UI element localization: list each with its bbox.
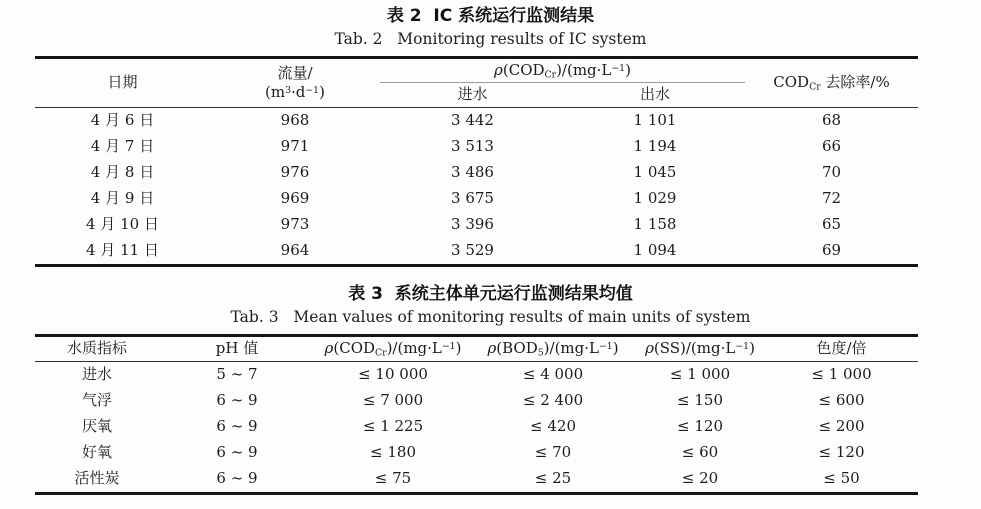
table2-section: [0, 6, 981, 267]
t3-header-chroma: 色度/倍: [816, 339, 867, 358]
t2-cell-flow: 971: [280, 137, 310, 156]
table3-section: [0, 284, 981, 495]
table-row: [35, 108, 918, 135]
t2-cell-effluent: 1 194: [633, 137, 677, 156]
t3-header-ss: $\rho(SS)/(mg\cdot L^{-1})$: [645, 339, 755, 358]
table-row: [35, 466, 918, 494]
table-row: [35, 238, 918, 266]
t3-cell-cod: ≤ 75: [374, 469, 412, 488]
t3-cell-ss: ≤ 120: [677, 417, 723, 436]
t2-cell-flow: 964: [280, 241, 310, 260]
t2-cell-influent: 3 529: [451, 241, 494, 260]
table3-header-row: [35, 336, 918, 362]
t3-cell-ss: ≤ 1 000: [669, 365, 731, 384]
t2-cell-date: 4 月 9 日: [90, 189, 155, 208]
t3-cell-ph: 6 ~ 9: [216, 443, 258, 462]
t3-cell-indicator: 进水: [81, 365, 112, 384]
t2-cell-effluent: 1 101: [633, 111, 677, 130]
table3-body: [35, 362, 918, 494]
table3-title-english: Tab. 3 Mean values of monitoring results of main units of system: [230, 308, 751, 326]
table-row: [35, 186, 918, 212]
table2-monitoring-results: [35, 56, 918, 267]
t2-header-effluent: 出水: [639, 85, 670, 104]
table-row: [35, 440, 918, 466]
t2-cell-flow: 969: [280, 189, 310, 208]
table3-title-chinese: 表 3 系统主体单元运行监测结果均值: [348, 284, 633, 304]
t3-cell-indicator: 好氧: [81, 443, 112, 462]
t2-cell-date: 4 月 7 日: [90, 137, 155, 156]
t2-cell-influent: 3 442: [451, 111, 494, 130]
t2-cell-influent: 3 486: [451, 163, 494, 182]
t2-cell-flow: 976: [280, 163, 310, 182]
t2-header-cod-removal: $COD_{Cr}$ 去除率/%: [773, 73, 890, 93]
t3-header-ph: pH 值: [215, 339, 259, 358]
t2-cell-date: 4 月 11 日: [86, 241, 159, 260]
table2-header: [35, 58, 918, 108]
t2-cell-influent: 3 396: [451, 215, 494, 234]
t3-cell-bod: ≤ 70: [534, 443, 572, 462]
t2-cell-removal: 72: [821, 189, 842, 208]
t2-cell-effluent: 1 158: [633, 215, 677, 234]
t2-cell-date: 4 月 10 日: [86, 215, 159, 234]
table2-body: [35, 108, 918, 266]
table-row: [35, 414, 918, 440]
t2-cell-flow: 968: [280, 111, 310, 130]
t3-cell-cod: ≤ 1 225: [362, 417, 424, 436]
table3-header: [35, 336, 918, 362]
t2-header-date: 日期: [107, 73, 138, 92]
t3-cell-ss: ≤ 60: [681, 443, 719, 462]
table-row: [35, 160, 918, 186]
t3-header-indicator: 水质指标: [66, 339, 127, 358]
t3-cell-ph: 6 ~ 9: [216, 417, 258, 436]
t3-cell-indicator: 气浮: [81, 391, 112, 410]
t2-header-influent: 进水: [457, 85, 488, 104]
t3-cell-cod: ≤ 180: [370, 443, 416, 462]
t2-cell-influent: 3 513: [451, 137, 494, 156]
t3-cell-bod: ≤ 25: [534, 469, 572, 488]
t2-cell-removal: 65: [821, 215, 842, 234]
table-row: [35, 388, 918, 414]
t3-cell-ss: ≤ 150: [677, 391, 723, 410]
t3-cell-bod: ≤ 420: [530, 417, 576, 436]
t3-cell-ss: ≤ 20: [681, 469, 719, 488]
t3-cell-indicator: 厌氧: [81, 417, 112, 436]
t3-cell-chroma: ≤ 1 000: [811, 365, 872, 384]
t2-cell-effluent: 1 094: [633, 241, 677, 260]
t3-cell-bod: ≤ 2 400: [522, 391, 584, 410]
t2-cell-effluent: 1 029: [633, 189, 677, 208]
table-row: [35, 134, 918, 160]
table2-header-row-1: [35, 58, 918, 83]
t2-cell-effluent: 1 045: [633, 163, 677, 182]
table3-mean-values: [35, 334, 918, 495]
t2-cell-flow: 973: [280, 215, 310, 234]
table-row: [35, 212, 918, 238]
table-row: [35, 362, 918, 389]
t2-header-flow-line1: 流量/: [277, 63, 313, 82]
t3-cell-chroma: ≤ 50: [823, 469, 860, 488]
t2-header-flow-line2: $(m^3\cdot d^{-1})$: [265, 83, 325, 101]
t3-cell-chroma: ≤ 600: [818, 391, 865, 410]
t2-cell-removal: 66: [821, 137, 842, 156]
t2-cell-removal: 70: [821, 163, 842, 182]
t2-cell-date: 4 月 8 日: [90, 163, 155, 182]
t2-header-flow: [210, 58, 380, 108]
t3-cell-chroma: ≤ 200: [818, 417, 865, 436]
t3-header-bod: $\rho(BOD_5)/(mg\cdot L^{-1})$: [487, 339, 619, 359]
t3-cell-ph: 6 ~ 9: [216, 469, 258, 488]
t3-cell-ph: 6 ~ 9: [216, 391, 258, 410]
t2-cell-removal: 68: [821, 111, 842, 130]
t2-cell-influent: 3 675: [451, 189, 494, 208]
table2-title-english: Tab. 2 Monitoring results of IC system: [334, 30, 647, 48]
t3-cell-ph: 5 ~ 7: [216, 365, 258, 384]
t3-header-cod: $\rho(COD_{Cr})/(mg\cdot L^{-1})$: [324, 339, 462, 359]
t2-header-cod-concentration: $\rho(COD_{Cr})/(mg\cdot L^{-1})$: [380, 58, 745, 83]
t2-cell-removal: 69: [821, 241, 842, 260]
t3-cell-chroma: ≤ 120: [818, 443, 865, 462]
t3-cell-cod: ≤ 10 000: [358, 365, 428, 384]
t3-cell-cod: ≤ 7 000: [362, 391, 424, 410]
t2-cell-date: 4 月 6 日: [90, 111, 155, 130]
t3-cell-indicator: 活性炭: [74, 469, 120, 488]
table2-title-chinese: 表 2 IC 系统运行监测结果: [386, 6, 595, 26]
t3-cell-bod: ≤ 4 000: [522, 365, 584, 384]
